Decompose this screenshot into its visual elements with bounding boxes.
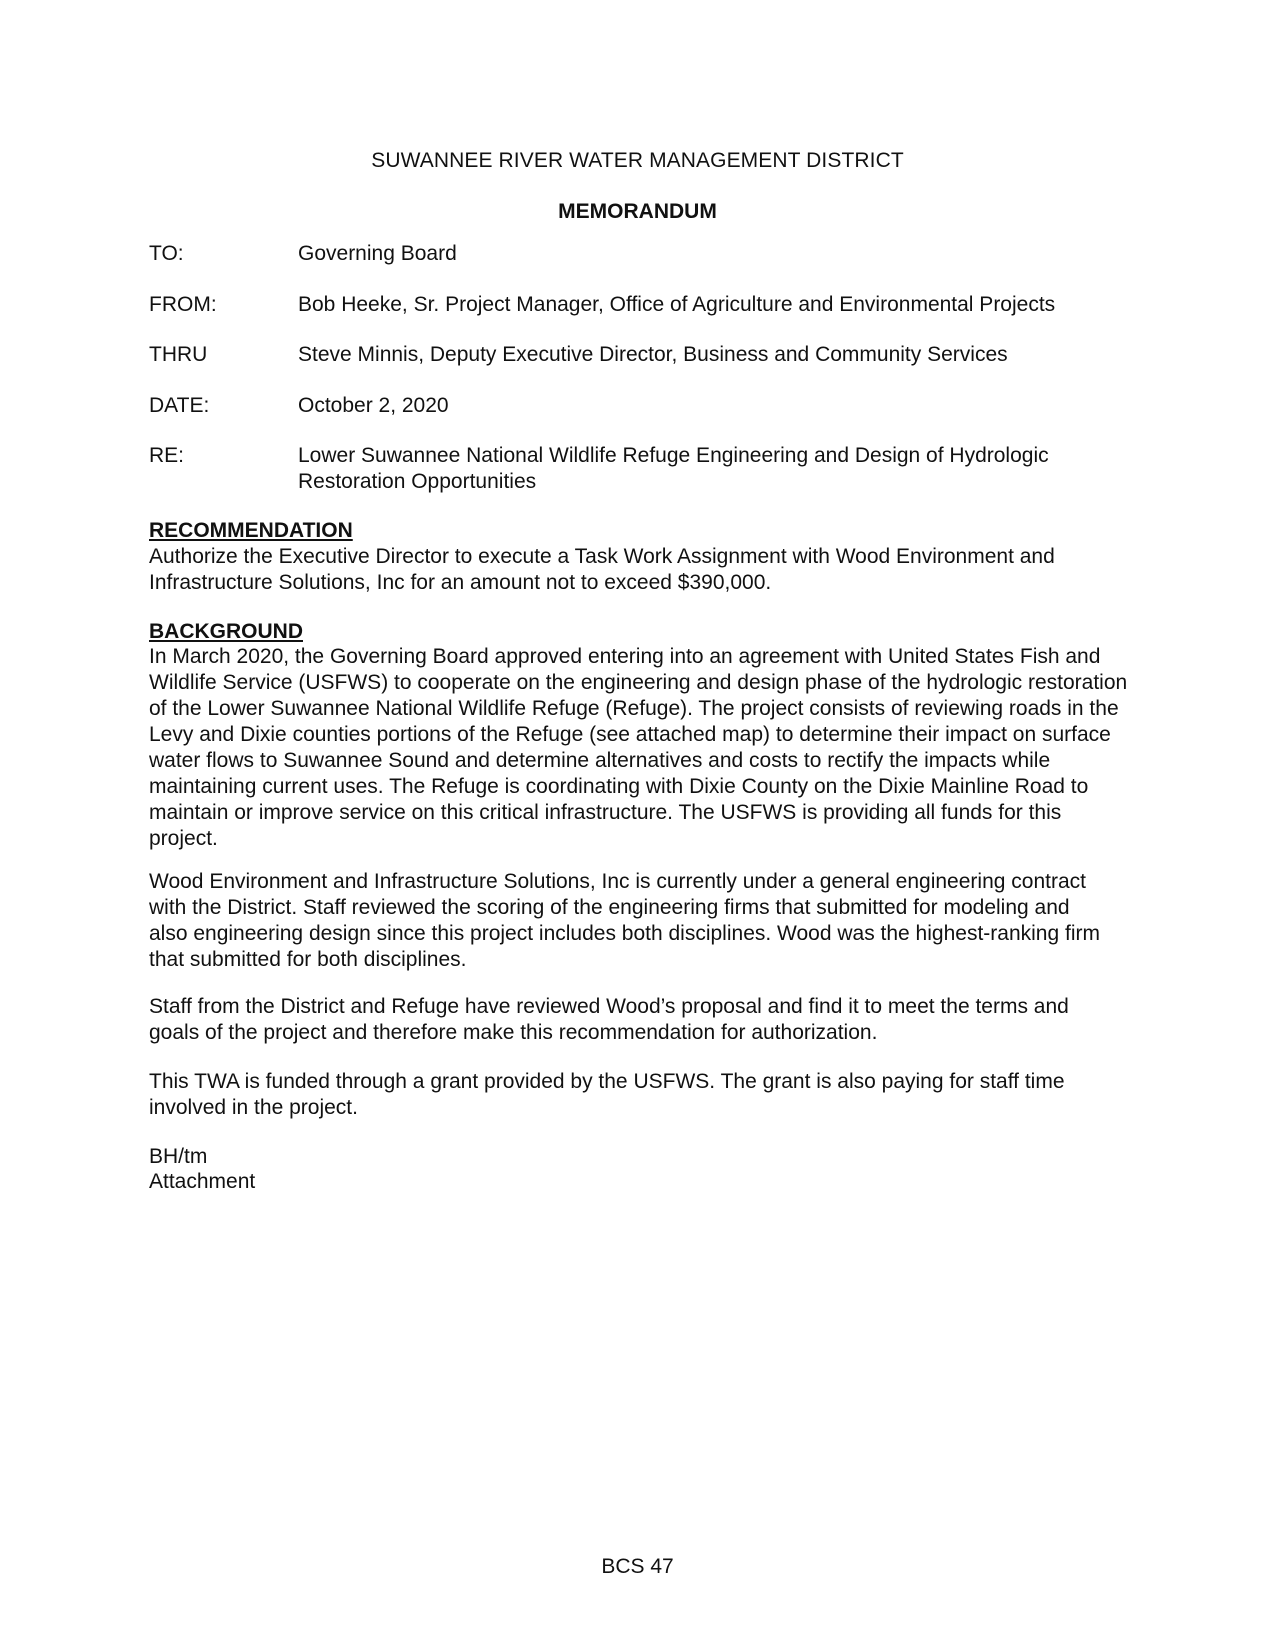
background-paragraph: Wood Environment and Infrastructure Solutions, Inc is currently under a general engineering contract with the District. Staff reviewed the scoring of the engineering firms that submitted for modeling and also engineering design since this project includes both disciplines. Wood was the highest-ranking firm that submitted for both disciplines. bbox=[149, 870, 1100, 971]
recommendation-section bbox=[149, 518, 1129, 596]
page-number: BCS 47 bbox=[601, 1555, 674, 1578]
memo-title: MEMORANDUM bbox=[558, 200, 717, 223]
organization-name: SUWANNEE RIVER WATER MANAGEMENT DISTRICT bbox=[371, 149, 904, 172]
thru-value: Steve Minnis, Deputy Executive Director, Business and Community Services bbox=[298, 343, 1008, 366]
thru-label: THRU bbox=[149, 343, 208, 366]
date-value: October 2, 2020 bbox=[298, 394, 449, 417]
date-label: DATE: bbox=[149, 394, 210, 417]
recommendation-heading: RECOMMENDATION bbox=[149, 519, 353, 542]
re-label: RE: bbox=[149, 444, 185, 467]
background-paragraph: Staff from the District and Refuge have reviewed Wood’s proposal and find it to meet the terms and goals of the project and therefore make this recommendation for authorization. bbox=[149, 995, 1069, 1044]
background-paragraph: In March 2020, the Governing Board approved entering into an agreement with United States Fish and Wildlife Service (USFWS) to cooperate on the engineering and design phase of the hydrologic restoration of the Lower Suwannee National Wildlife Refuge (Refuge). The project consists of reviewing roads in the Levy and Dixie counties portions of the Refuge (see attached map) to determine their impact on surface water flows to Suwannee Sound and determine alternatives and costs to rectify the impacts while maintaining current uses. The Refuge is coordinating with Dixie County on the Dixie Mainline Road to maintain or improve service on this critical infrastructure. The USFWS is providing all funds for this project. bbox=[149, 645, 1128, 850]
background-heading-block bbox=[149, 619, 1129, 645]
background-heading: BACKGROUND bbox=[149, 620, 303, 643]
background-paragraph: This TWA is funded through a grant provided by the USFWS. The grant is also paying for staff time involved in the project. bbox=[149, 1070, 1065, 1119]
from-value: Bob Heeke, Sr. Project Manager, Office of Agriculture and Environmental Projects bbox=[298, 293, 1056, 316]
initials: BH/tm bbox=[149, 1145, 208, 1168]
to-label: TO: bbox=[149, 242, 184, 265]
from-label: FROM: bbox=[149, 293, 217, 316]
attachment-label: Attachment bbox=[149, 1170, 256, 1193]
recommendation-text: Authorize the Executive Director to execute a Task Work Assignment with Wood Environment and Infrastructure Solutions, Inc for an amount not to exceed $390,000. bbox=[149, 545, 1055, 594]
to-value: Governing Board bbox=[298, 242, 457, 265]
re-value: Lower Suwannee National Wildlife Refuge Engineering and Design of Hydrologic Restoration Opportunities bbox=[298, 444, 1049, 493]
